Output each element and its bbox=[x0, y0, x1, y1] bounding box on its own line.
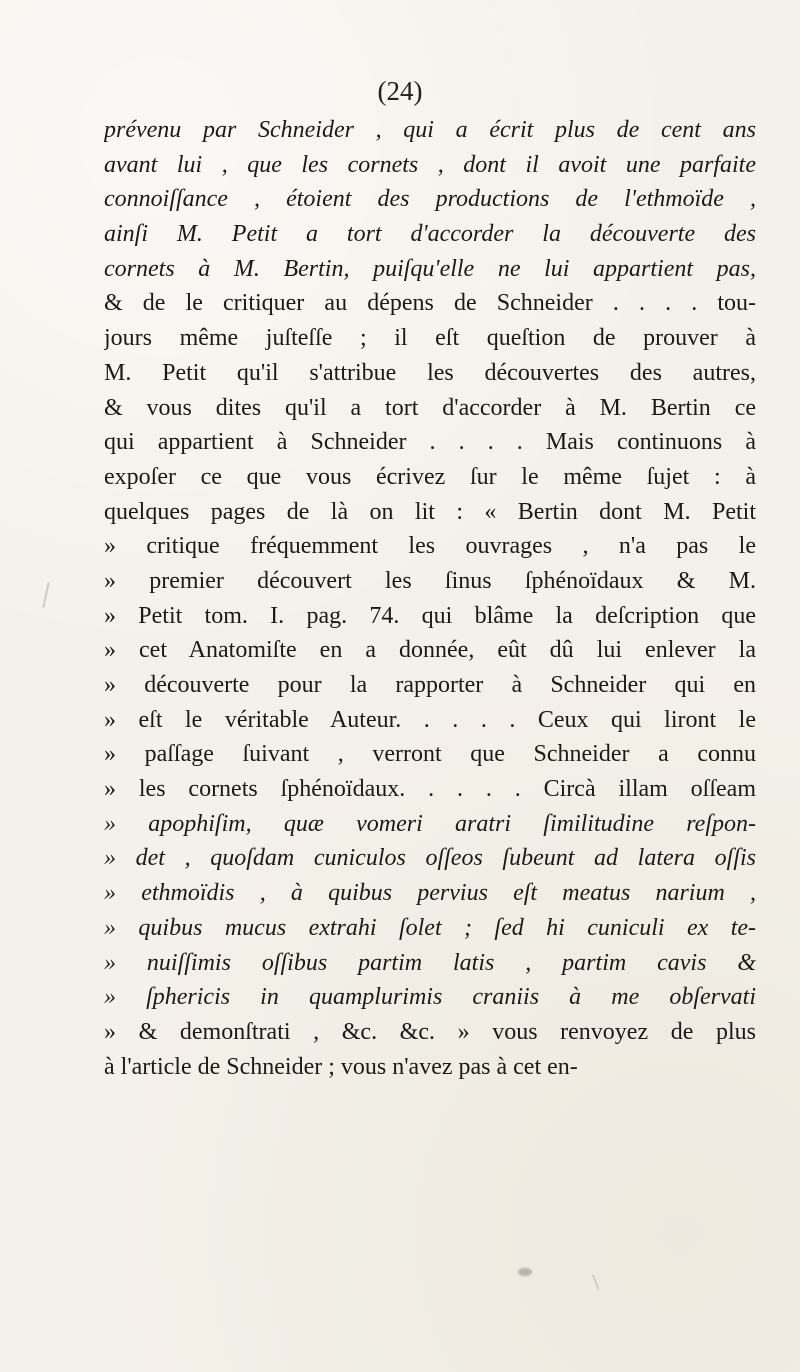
text-line-27: » & demonſtrati , &c. &c. » vous renvoyez de plus bbox=[104, 1018, 756, 1045]
text-line-21: » apophiſim, quæ vomeri aratri ſimilitudine reſpon- bbox=[104, 810, 756, 837]
text-line-10: qui appartient à Schneider . . . . Mais continuons à bbox=[104, 429, 756, 456]
text-line-23: » ethmoïdis , à quibus pervius eſt meatus narium , bbox=[104, 880, 756, 907]
text-line-28: à l'article de Schneider ; vous n'avez pas à cet en- bbox=[104, 1053, 578, 1080]
text-line-5: cornets à M. Bertin, puiſqu'elle ne lui appartient pas, bbox=[104, 255, 756, 282]
document-body bbox=[104, 113, 756, 1084]
text-line-12: quelques pages de là on lit : « Bertin dont M. Petit bbox=[104, 498, 756, 525]
text-line-6: & de le critiquer au dépens de Schneider . . . . tou- bbox=[104, 290, 756, 317]
text-line-3: connoiſſance , étoient des productions de l'ethmoïde , bbox=[104, 186, 756, 213]
text-line-8: M. Petit qu'il s'attribue les découvertes des autres, bbox=[104, 359, 756, 386]
paper-scratch bbox=[592, 1272, 604, 1289]
text-line-9: & vous dites qu'il a tort d'accorder à M. Bertin ce bbox=[104, 394, 756, 421]
text-line-25: » nuiſſimis oſſibus partim latis , partim cavis & bbox=[104, 949, 756, 976]
text-line-1: prévenu par Schneider , qui a écrit plus de cent ans bbox=[104, 117, 756, 143]
text-line-14: » premier découvert les ſinus ſphénoïdaux & M. bbox=[104, 567, 756, 594]
text-line-18: » eſt le véritable Auteur. . . . . Ceux qui liront le bbox=[104, 706, 756, 733]
text-line-24: » quibus mucus extrahi ſolet ; ſed hi cuniculi ex te- bbox=[104, 914, 756, 941]
text-line-16: » cet Anatomiſte en a donnée, eût dû lui enlever la bbox=[104, 637, 756, 664]
text-line-13: » critique fréquemment les ouvrages , n'a pas le bbox=[104, 533, 756, 560]
text-line-15: » Petit tom. I. pag. 74. qui blâme la deſcription que bbox=[104, 602, 756, 629]
text-line-7: jours même juſteſſe ; il eſt queſtion de prouver à bbox=[104, 325, 756, 352]
text-line-20: » les cornets ſphénoïdaux. . . . . Circà illam oſſeam bbox=[104, 776, 756, 803]
page-number: (24) bbox=[377, 76, 423, 106]
ink-smudge bbox=[518, 1268, 532, 1276]
text-line-26: » ſphericis in quamplurimis craniis à me obſervati bbox=[104, 984, 756, 1011]
paper-mark bbox=[42, 582, 49, 608]
text-line-11: expoſer ce que vous écrivez ſur le même ſujet : à bbox=[104, 463, 756, 490]
text-line-2: avant lui , que les cornets , dont il avoit une parfaite bbox=[104, 151, 756, 178]
text-line-19: » paſſage ſuivant , verront que Schneider a connu bbox=[104, 741, 756, 768]
text-line-4: ainſi M. Petit a tort d'accorder la découverte des bbox=[104, 221, 756, 248]
text-line-22: » det , quoſdam cuniculos oſſeos ſubeunt ad latera oſſis bbox=[104, 845, 756, 872]
text-line-17: » découverte pour la rapporter à Schneider qui en bbox=[104, 672, 756, 698]
